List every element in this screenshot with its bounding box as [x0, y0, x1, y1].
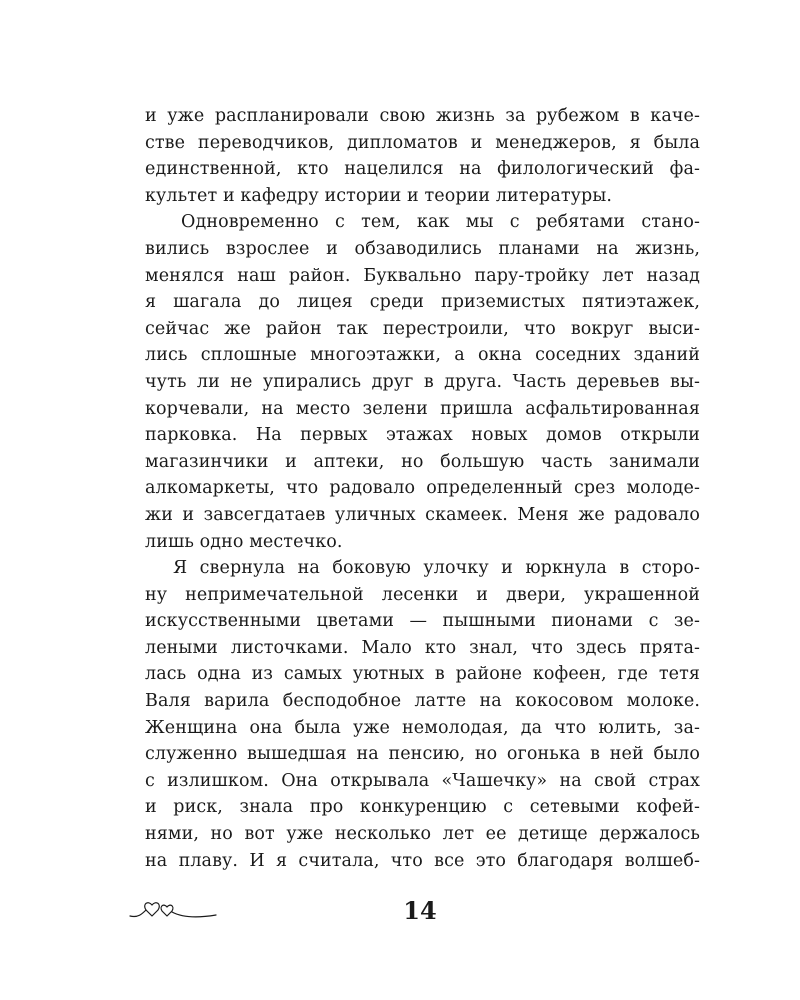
text-line: парковка. На первых этажах новых домов открыли	[145, 425, 700, 446]
text-line: корчевали, на место зелени пришла асфальтированная	[145, 398, 700, 419]
text-line: и уже распланировали свою жизнь за рубежом в каче-	[145, 106, 700, 126]
text-line: Я свернула на боковую улочку и юркнула в сторо-	[173, 558, 700, 579]
text-line: нями, но вот уже несколько лет ее детище держалось	[145, 824, 700, 845]
page-footer	[0, 890, 800, 940]
text-line: с излишком. Она открывала «Чашечку» на свой страх	[145, 770, 700, 791]
text-line: служенно вышедшая на пенсию, но огонька в ней было	[145, 744, 700, 765]
text-line: леными листочками. Мало кто знал, что здесь прята-	[145, 637, 700, 658]
text-line: ну непримечательной лесенки и двери, украшенной	[145, 584, 700, 605]
text-line: менялся наш район. Буквально пару-тройку лет назад	[145, 265, 700, 286]
text-line: и риск, знала про конкуренцию с сетевыми кофей-	[145, 797, 700, 818]
text-line: Валя варила бесподобное латте на кокосовом молоке.	[145, 691, 700, 712]
text-line: на плаву. И я считала, что все это благодаря волшеб-	[145, 850, 700, 871]
text-line: Женщина она была уже немолодая, да что юлить, за-	[145, 717, 700, 738]
body-text	[145, 103, 700, 874]
text-line: вились взрослее и обзаводились планами на жизнь,	[145, 238, 700, 259]
text-line: лишь одно местечко.	[145, 531, 343, 552]
text-line: алкомаркеты, что радовало определенный срез молоде-	[145, 478, 700, 499]
text-line: культет и кафедру истории и теории литературы.	[145, 185, 613, 206]
text-line: я шагала до лицея среди приземистых пятиэтажек,	[145, 292, 700, 313]
page-number: 14	[403, 896, 437, 925]
text-line: стве переводчиков, дипломатов и менеджеров, я была	[145, 132, 700, 153]
text-line: магазинчики и аптеки, но большую часть занимали	[145, 451, 700, 472]
text-line: сейчас же район так перестроили, что вокруг выси-	[145, 318, 700, 339]
text-line: Одновременно с тем, как мы с ребятами стано-	[181, 212, 700, 233]
text-line: искусственными цветами — пышными пионами с зе-	[145, 611, 700, 632]
text-line: лись сплошные многоэтажки, а окна соседних зданий	[145, 345, 700, 366]
text-line: чуть ли не упирались друг в друга. Часть деревьев вы-	[145, 371, 700, 392]
text-line: единственной, кто нацелился на филологический фа-	[145, 159, 700, 180]
text-line: жи и завсегдатаев уличных скамеек. Меня же радовало	[145, 504, 700, 525]
text-line: лась одна из самых уютных в районе кофеен, где тетя	[145, 664, 700, 685]
